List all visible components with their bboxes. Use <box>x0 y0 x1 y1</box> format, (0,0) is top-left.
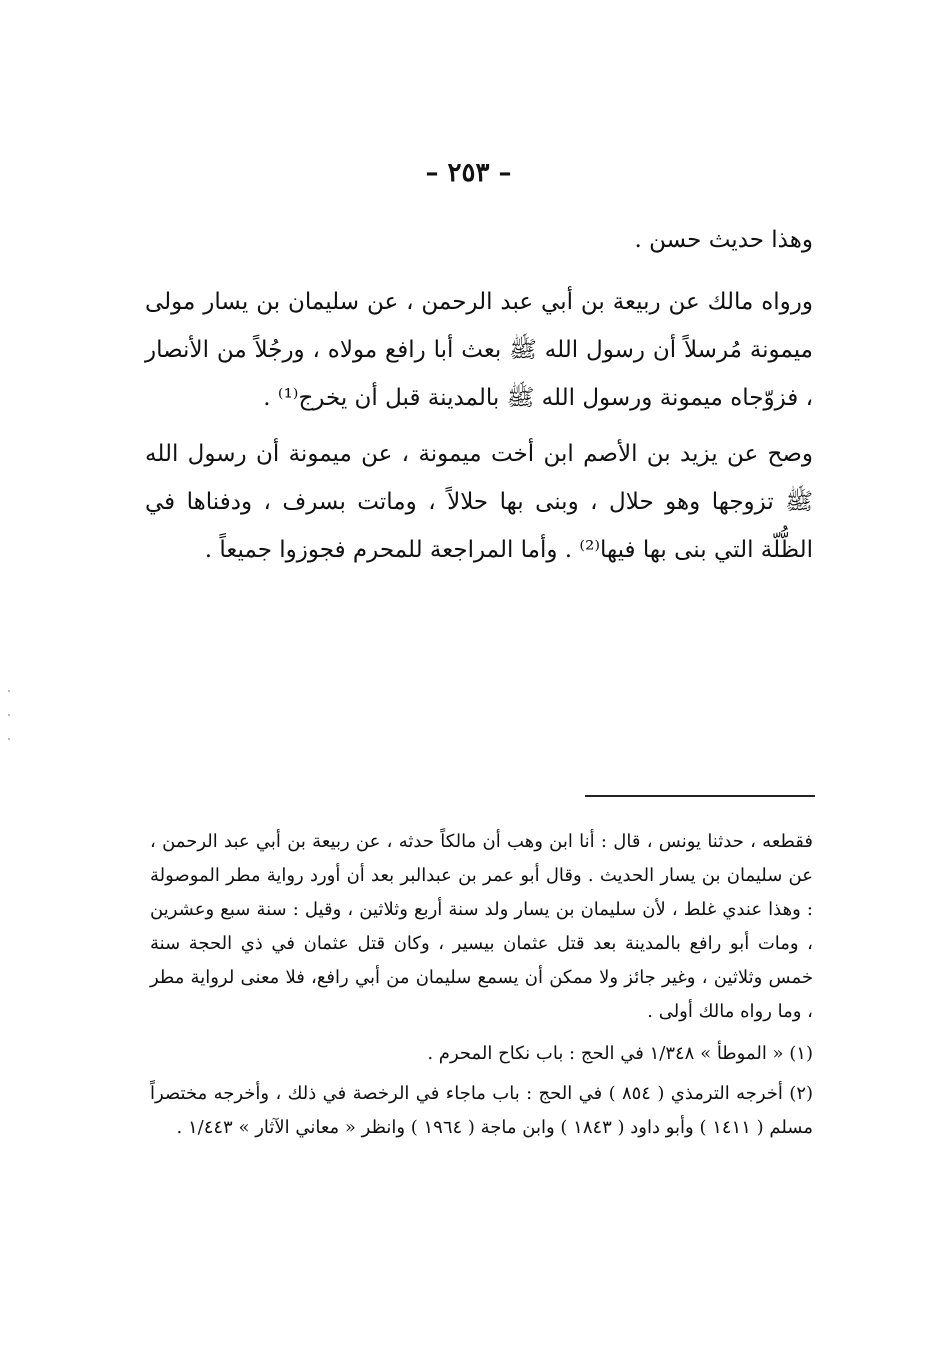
speck <box>8 714 10 716</box>
footnote-continuation: فقطعه ، حدثنا يونس ، قال : أنا ابن وهب أن مالكاً حدثه ، عن ربيعة بن أبي عبد الرحمن ، عن سليمان بن يسار الحديث . وقال أبو عمر بن عبدالبر بعد أن أورد رواية مطر الموصولة : وهذا عندي غلط ، لأن سليمان بن يسار ولد سنة أربع وثلاثين ، وقيل : سنة سبع وعشرين ، ومات أبو رافع بالمدينة بعد قتل عثمان بيسير ، وكان قتل عثمان في ذي الحجة سنة خمس وثلاثين ، وغير جائز ولا ممكن أن يسمع سليمان من أبي رافع، فلا معنى لرواية مطر ، وما رواه مالك أولى . <box>150 831 813 1022</box>
page-number: – ٢٥٣ – <box>425 158 512 188</box>
footnote-2: (٢) أخرجه الترمذي ( ٨٥٤ ) في الحج : باب ماجاء في الرخصة في ذلك ، وأخرجه مختصراً مسلم ( ١٤١١ ) وأبو داود ( ١٨٤٣ ) وابن ماجة ( ١٩٦٤ ) وانظر « معاني الآثار » ١/٤٤٣ . <box>150 1083 814 1138</box>
paragraph-2: وصح عن يزيد بن الأصم ابن أخت ميمونة ، عن ميمونة أن رسول الله ﷺ تزوجها وهو حلال ، وبنى بها حلالاً ، وماتت بسرف ، ودفناها في الظُّلّة التي بنى بها فيها⁽²⁾ . وأما المراجعة للمحرم فجوزوا جميعاً . <box>145 441 813 563</box>
intro-line: وهذا حديث حسن . <box>634 227 813 253</box>
footnotes-section <box>150 825 813 1145</box>
footnote-1: (١) « الموطأ » ١/٣٤٨ في الحج : باب نكاح المحرم . <box>427 1043 813 1064</box>
main-text-paragraph-2 <box>145 430 813 574</box>
main-text-paragraph-1 <box>145 278 813 422</box>
speck <box>8 738 10 740</box>
paragraph-1: ورواه مالك عن ربيعة بن أبي عبد الرحمن ، عن سليمان بن يسار مولى ميمونة مُرسلاً أن رسول الله ﷺ بعث أبا رافع مولاه ، ورجُلاً من الأنصار ، فزوّجاه ميمونة ورسول الله ﷺ بالمدينة قبل أن يخرج⁽¹⁾ . <box>145 289 813 411</box>
main-text-intro <box>145 216 813 264</box>
footnote-separator <box>585 795 815 797</box>
speck <box>8 690 10 692</box>
scan-specks <box>8 690 12 770</box>
